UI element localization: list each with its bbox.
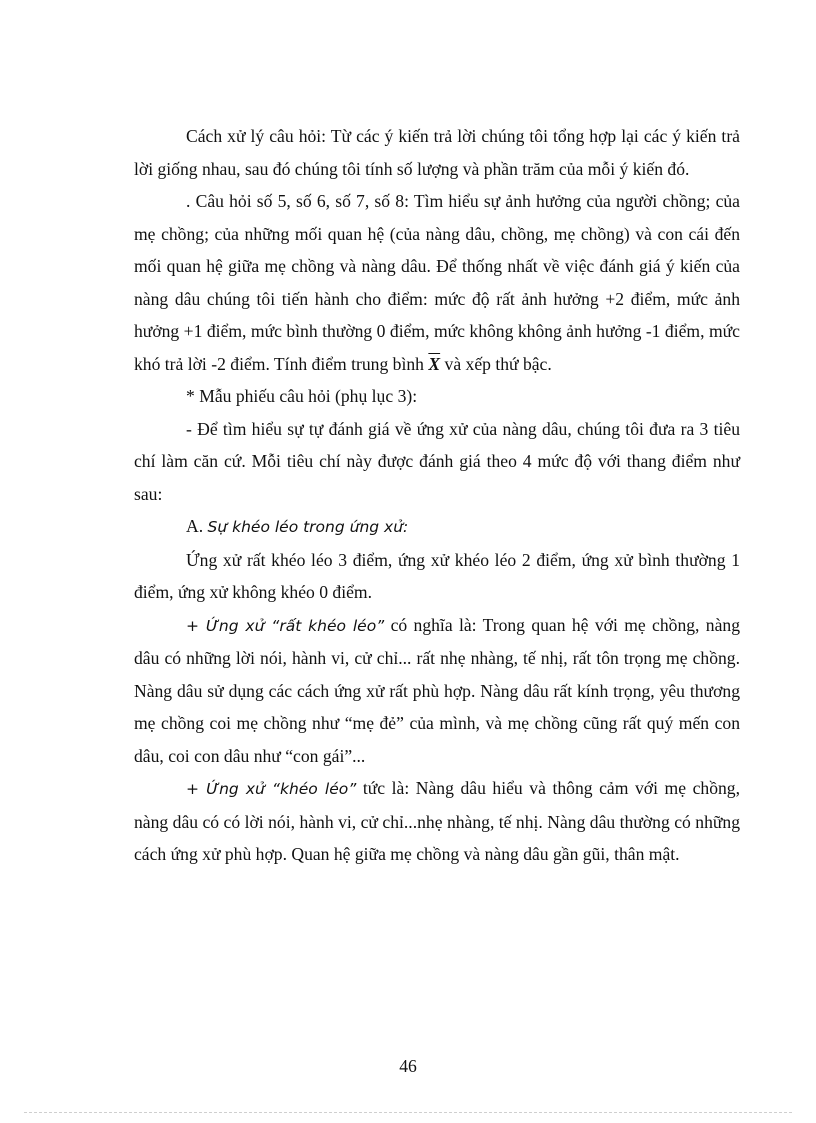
skillful-term: + Ứng xử “khéo léo” (186, 780, 357, 798)
section-a-prefix: A. (186, 516, 204, 536)
paragraph-very-skillful (134, 609, 740, 773)
skillful-description: tức là: Nàng dâu hiểu và thông cảm với mẹ chồng, nàng dâu có có lời nói, hành vi, cử chỉ...nhẹ nhàng, tế nhị. Nàng dâu thường có những cách ứng xử phù hợp. Quan hệ giữa mẹ chồng và nàng dâu gần gũi, thân mật. (134, 778, 741, 864)
paragraph-questions-5-8-end: và xếp thứ bậc. (444, 353, 552, 374)
paragraph-skillful (134, 772, 740, 871)
paragraph-scoring: Ứng xử rất khéo léo 3 điểm, ứng xử khéo léo 2 điểm, ứng xử bình thường 1 điểm, ứng xử không khéo 0 điểm. (134, 549, 740, 602)
paragraph-questions-5-8-text: . Câu hỏi số 5, số 6, số 7, số 8: Tìm hiểu sự ảnh hưởng của người chồng; của mẹ chồng; của những mối quan hệ (của nàng dâu, chồng, mẹ chồng) và con cái đến mối quan hệ giữa mẹ chồng và nàng dâu. Để thống nhất về việc đánh giá ý kiến của nàng dâu chúng tôi tiến hành cho điểm: mức độ rất ảnh hưởng +2 điểm, mức ảnh hưởng +1 điểm, mức bình thường 0 điểm, mức không không ảnh hưởng -1 điểm, mức khó trả lời -2 điểm. Tính điểm trung bình (134, 191, 740, 374)
paragraph-processing-method: Cách xử lý câu hỏi: Từ các ý kiến trả lời chúng tôi tổng hợp lại các ý kiến trả lời giống nhau, sau đó chúng tôi tính số lượng và phần trăm của mỗi ý kiến đó. (134, 126, 740, 179)
paragraph-questions-5-8 (134, 185, 740, 380)
page-bottom-divider (24, 1112, 792, 1113)
section-a-title: Sự khéo léo trong ứng xử: (207, 518, 409, 536)
very-skillful-description: có nghĩa là: Trong quan hệ với mẹ chồng, nàng dâu có những lời nói, hành vi, cử chỉ... rất nhẹ nhàng, tế nhị, rất tôn trọng mẹ chồng. Nàng dâu sử dụng các cách ứng xử rất phù hợp. Nàng dâu rất kính trọng, yêu thương mẹ chồng coi mẹ chồng như “mẹ đẻ” của mình, và mẹ chồng cũng rất quý mến con dâu, coi con dâu như “con gái”... (134, 614, 740, 766)
paragraph-sample-questionnaire: * Mẫu phiếu câu hỏi (phụ lục 3): (186, 386, 418, 406)
mean-symbol: $\overline{X}$ (428, 353, 441, 374)
page-number: 46 (399, 1056, 417, 1076)
paragraph-self-assessment: - Để tìm hiểu sự tự đánh giá về ứng xử của nàng dâu, chúng tôi đưa ra 3 tiêu chí làm căn cứ. Mỗi tiêu chí này được đánh giá theo 4 mức độ với thang điểm như sau: (134, 418, 740, 504)
document-body (134, 120, 740, 871)
paragraph-section-a (134, 510, 740, 544)
very-skillful-term: + Ứng xử “rất khéo léo” (186, 616, 385, 635)
